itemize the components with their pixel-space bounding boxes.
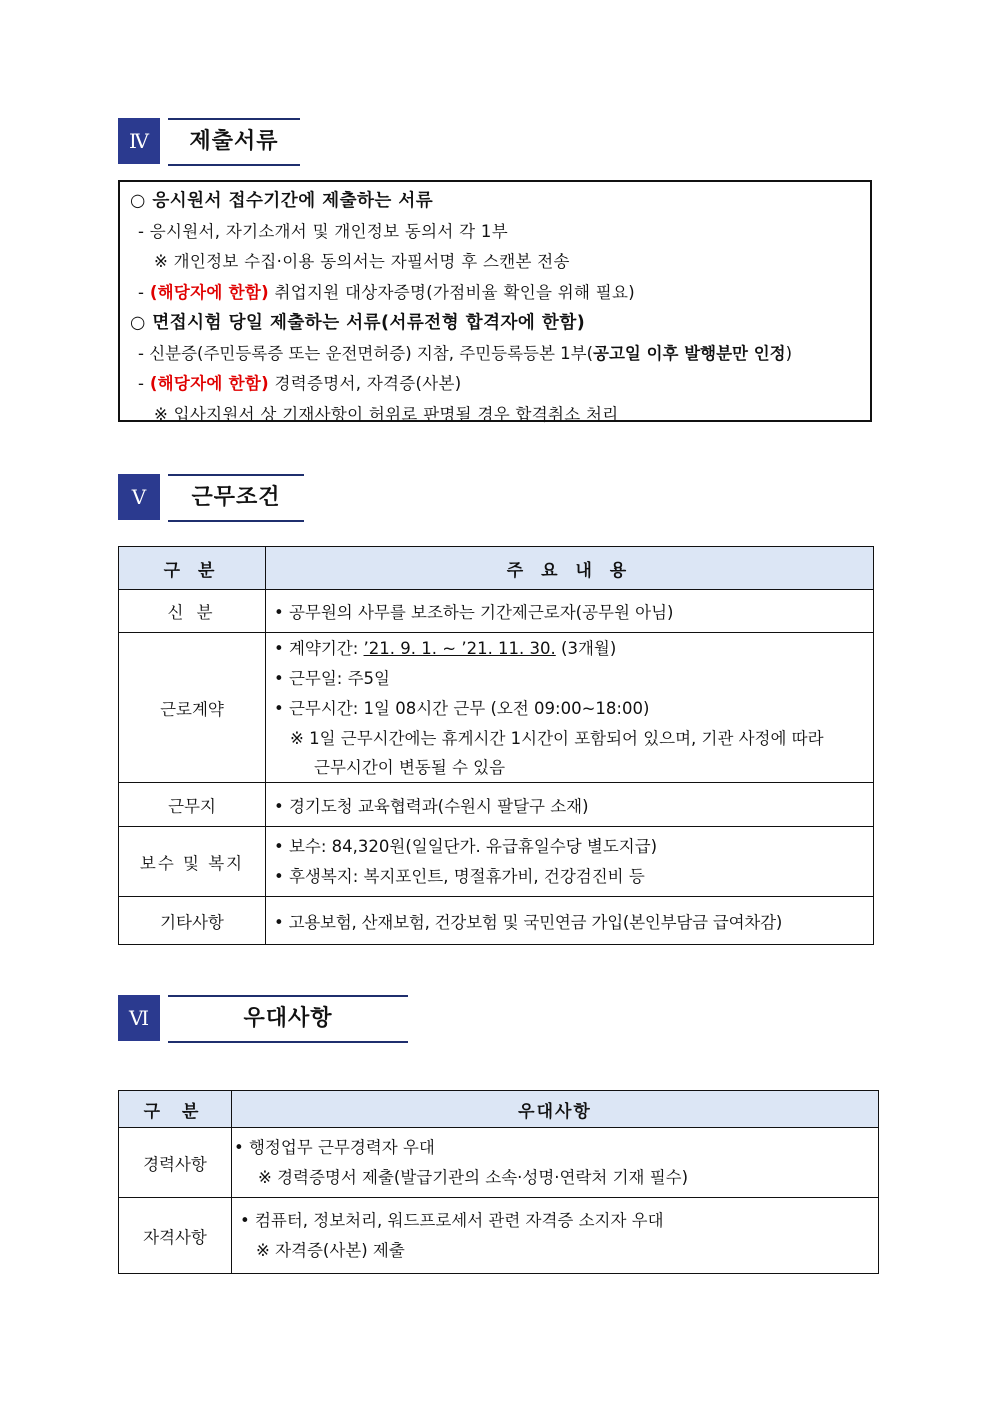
section5-title: 근무조건 (168, 474, 304, 522)
row-label-pay: 보수 및 복지 (119, 827, 266, 897)
contract-hours: • 근무시간: 1일 08시간 근무 (오전 09:00~18:00) (274, 698, 650, 718)
table-row (119, 783, 874, 827)
applicable-only-label: (해당자에 한함) (149, 374, 269, 393)
documents-item-4: - (해당자에 한함) 경력증명서, 자격증(사본) (138, 374, 462, 393)
pay-line: • 보수: 84,320원(일일단가. 유급휴일수당 별도지급) (274, 836, 658, 856)
section5-number: Ⅴ (118, 474, 160, 520)
row-label-etc: 기타사항 (119, 897, 266, 945)
documents-heading-1: ○ 응시원서 접수기간에 제출하는 서류 (130, 191, 434, 211)
table-row (119, 1198, 879, 1274)
table-header-row (119, 547, 874, 590)
documents-item-2: - (해당자에 한함) 취업지원 대상자증명(가점비율 확인을 위해 필요) (138, 282, 635, 302)
contract-period: • 계약기간: ’21. 9. 1. ~ ’21. 11. 30. (3개월) (274, 638, 617, 658)
documents-item-1: - 응시원서, 자기소개서 및 개인정보 동의서 각 1부 (138, 221, 508, 241)
row-content-pay (266, 827, 874, 897)
issue-date-condition: 공고일 이후 발행분만 인정 (593, 343, 786, 363)
documents-item-3: - 신분증(주민등록증 또는 운전면허증) 지참, 주민등록등본 1부(공고일 이후 발행분만 인정) (138, 343, 793, 363)
column-header-category: 구 분 (119, 547, 266, 590)
table-row (119, 1128, 879, 1198)
contract-note-cont: 근무시간이 변동될 수 있음 (314, 757, 506, 777)
table-row (119, 590, 874, 633)
documents-item-1-note: ※ 개인정보 수집·이용 동의서는 자필서명 후 스캔본 전송 (154, 252, 570, 271)
documents-box (118, 180, 872, 422)
contract-days: • 근무일: 주5일 (274, 668, 390, 688)
table-header-row (119, 1091, 879, 1128)
row-label-career: 경력사항 (119, 1128, 232, 1198)
section4-title: 제출서류 (168, 118, 300, 166)
applicable-only-label: (해당자에 한함) (149, 282, 269, 302)
column-header-category: 구 분 (119, 1091, 232, 1128)
section6-number: Ⅵ (118, 995, 160, 1041)
section4-number: Ⅳ (118, 118, 160, 164)
table-row (119, 827, 874, 897)
license-text: • 컴퓨터, 정보처리, 워드프로세서 관련 자격증 소지자 우대 (240, 1211, 664, 1230)
row-content-contract (266, 633, 874, 783)
documents-heading-2: ○ 면접시험 당일 제출하는 서류(서류전형 합격자에 한함) (130, 313, 586, 333)
table-row (119, 633, 874, 783)
career-text: • 행정업무 근무경력자 우대 (234, 1138, 435, 1157)
row-label-contract: 근로계약 (119, 633, 266, 783)
contract-note: ※ 1일 근무시간에는 휴게시간 1시간이 포함되어 있으며, 기관 사정에 따라 (290, 728, 824, 748)
documents-item-4-note: ※ 입사지원서 상 기재사항이 허위로 판명될 경우 합격취소 처리 (154, 404, 619, 424)
career-note: ※ 경력증명서 제출(발급기관의 소속·성명·연락처 기재 필수) (258, 1168, 689, 1187)
row-content-career (232, 1128, 879, 1198)
column-header-preference: 우대사항 (232, 1091, 879, 1128)
license-note: ※ 자격증(사본) 제출 (256, 1241, 405, 1260)
row-label-status: 신 분 (119, 590, 266, 633)
row-content-etc: • 고용보험, 산재보험, 건강보험 및 국민연금 가입(본인부담금 급여차감) (266, 897, 874, 945)
work-conditions-table (118, 546, 874, 945)
row-content-place: • 경기도청 교육협력과(수원시 팔달구 소재) (266, 783, 874, 827)
row-label-license: 자격사항 (119, 1198, 232, 1274)
row-content-license (232, 1198, 879, 1274)
contract-dates: ’21. 9. 1. ~ ’21. 11. 30. (363, 638, 556, 658)
row-label-place: 근무지 (119, 783, 266, 827)
column-header-content: 주 요 내 용 (266, 547, 874, 590)
table-row (119, 897, 874, 945)
welfare-line: • 후생복지: 복지포인트, 명절휴가비, 건강검진비 등 (274, 866, 645, 886)
section6-title: 우대사항 (168, 995, 408, 1043)
row-content-status: • 공무원의 사무를 보조하는 기간제근로자(공무원 아님) (266, 590, 874, 633)
preference-table (118, 1090, 879, 1274)
